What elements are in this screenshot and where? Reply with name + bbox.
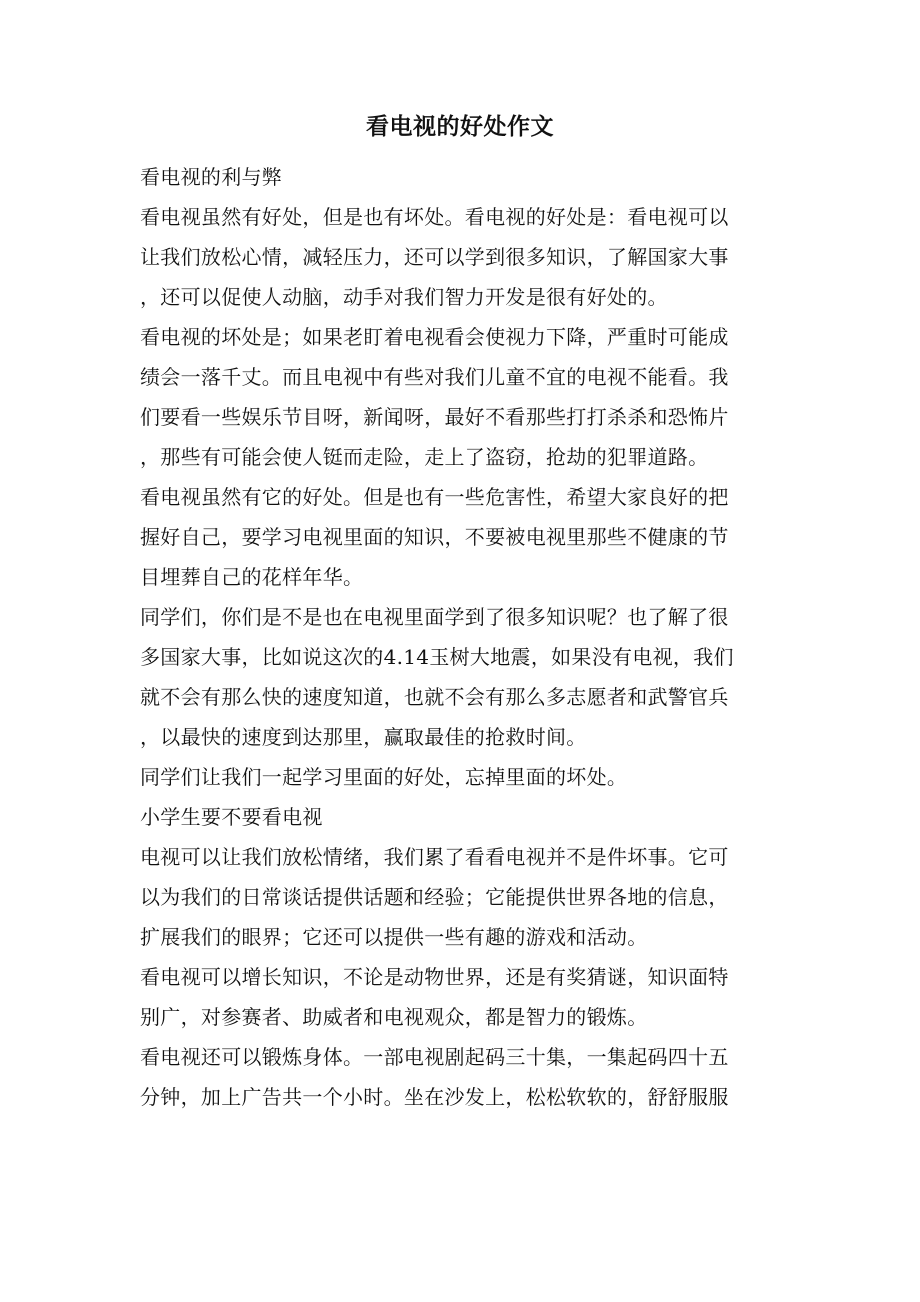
text-line: 分钟，加上广告共一个小时。坐在沙发上，松松软软的，舒舒服服 (140, 1085, 729, 1109)
text-line: 多国家大事，比如说这次的4.14玉树大地震，如果没有电视，我们 (140, 645, 734, 669)
text-line: 目埋葬自己的花样年华。 (140, 565, 364, 589)
text-line: ，还可以促使人动脑，动手对我们智力开发是很有好处的。 (140, 285, 668, 309)
text-line: 扩展我们的眼界；它还可以提供一些有趣的游戏和活动。 (140, 925, 648, 949)
text-line: ，以最快的速度到达那里，赢取最佳的抢救时间。 (140, 725, 587, 749)
text-line: 看电视的坏处是；如果老盯着电视看会使视力下降，严重时可能成 (140, 325, 729, 349)
text-line: 看电视还可以锻炼身体。一部电视剧起码三十集，一集起码四十五 (140, 1045, 729, 1069)
text-line: 看电视虽然有好处，但是也有坏处。看电视的好处是：看电视可以 (140, 205, 729, 229)
text-line: 看电视可以增长知识，不论是动物世界，还是有奖猜谜，知识面特 (140, 965, 729, 989)
text-line: 让我们放松心情，减轻压力，还可以学到很多知识，了解国家大事 (140, 245, 729, 269)
text-line: 握好自己，要学习电视里面的知识，不要被电视里那些不健康的节 (140, 525, 729, 549)
document-title: 看电视的好处作文 (366, 113, 554, 140)
text-line: 绩会一落千丈。而且电视中有些对我们儿童不宜的电视不能看。我 (140, 365, 729, 389)
text-line: 同学们，你们是不是也在电视里面学到了很多知识呢？也了解了很 (140, 605, 729, 629)
text-line: 同学们让我们一起学习里面的好处，忘掉里面的坏处。 (140, 765, 628, 789)
text-line: 电视可以让我们放松情绪，我们累了看看电视并不是件坏事。它可 (140, 845, 729, 869)
text-line: 们要看一些娱乐节目呀，新闻呀，最好不看那些打打杀杀和恐怖片 (140, 405, 729, 429)
text-line: 看电视的利与弊 (140, 165, 283, 189)
document-body (140, 157, 780, 1117)
text-line: 就不会有那么快的速度知道，也就不会有那么多志愿者和武警官兵 (140, 685, 729, 709)
text-line: 别广，对参赛者、助威者和电视观众，都是智力的锻炼。 (140, 1005, 648, 1029)
text-line: ，那些有可能会使人铤而走险，走上了盗窃，抢劫的犯罪道路。 (140, 445, 709, 469)
text-line: 看电视虽然有它的好处。但是也有一些危害性，希望大家良好的把 (140, 485, 729, 509)
text-line: 小学生要不要看电视 (140, 805, 323, 829)
text-line: 以为我们的日常谈话提供话题和经验；它能提供世界各地的信息， (140, 885, 729, 909)
